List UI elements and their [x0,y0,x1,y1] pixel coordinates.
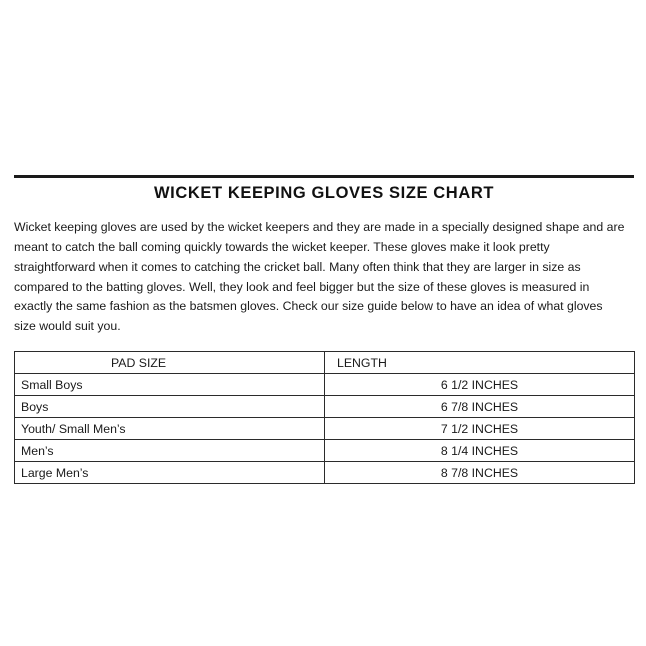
cell-pad-size: Small Boys [15,374,325,396]
size-chart-table [14,351,635,484]
column-header-length: LENGTH [325,352,635,374]
cell-pad-size: Men’s [15,440,325,462]
page-title: WICKET KEEPING GLOVES SIZE CHART [153,184,495,202]
table-row [15,440,635,462]
table-row [15,374,635,396]
cell-pad-size: Boys [15,396,325,418]
document-content [14,175,634,484]
cell-length: 8 7/8 INCHES [325,462,635,484]
table-row [15,462,635,484]
cell-pad-size: Youth/ Small Men’s [15,418,325,440]
table-row [15,418,635,440]
table-header-row [15,352,635,374]
cell-pad-size: Large Men’s [15,462,325,484]
table-body [15,374,635,484]
cell-length: 6 1/2 INCHES [325,374,635,396]
table-header [15,352,635,374]
intro-paragraph: Wicket keeping gloves are used by the wicket keepers and they are made in a specially designed shape and are meant to catch the ball coming quickly towards the wicket keeper. These gloves make it look pretty straightforward when it comes to catching the cricket ball. Many often think that they are larger in size as compared to the batting gloves. Well, they look and feel bigger but the size of these gloves is measured in exactly the same fashion as the batsmen gloves. Check our size guide below to have an idea of what gloves size would suit you. [14,219,625,334]
cell-length: 6 7/8 INCHES [325,396,635,418]
cell-length: 8 1/4 INCHES [325,440,635,462]
table-row [15,396,635,418]
title-top-rule [14,175,634,178]
cell-length: 7 1/2 INCHES [325,418,635,440]
column-header-pad-size: PAD SIZE [15,352,325,374]
